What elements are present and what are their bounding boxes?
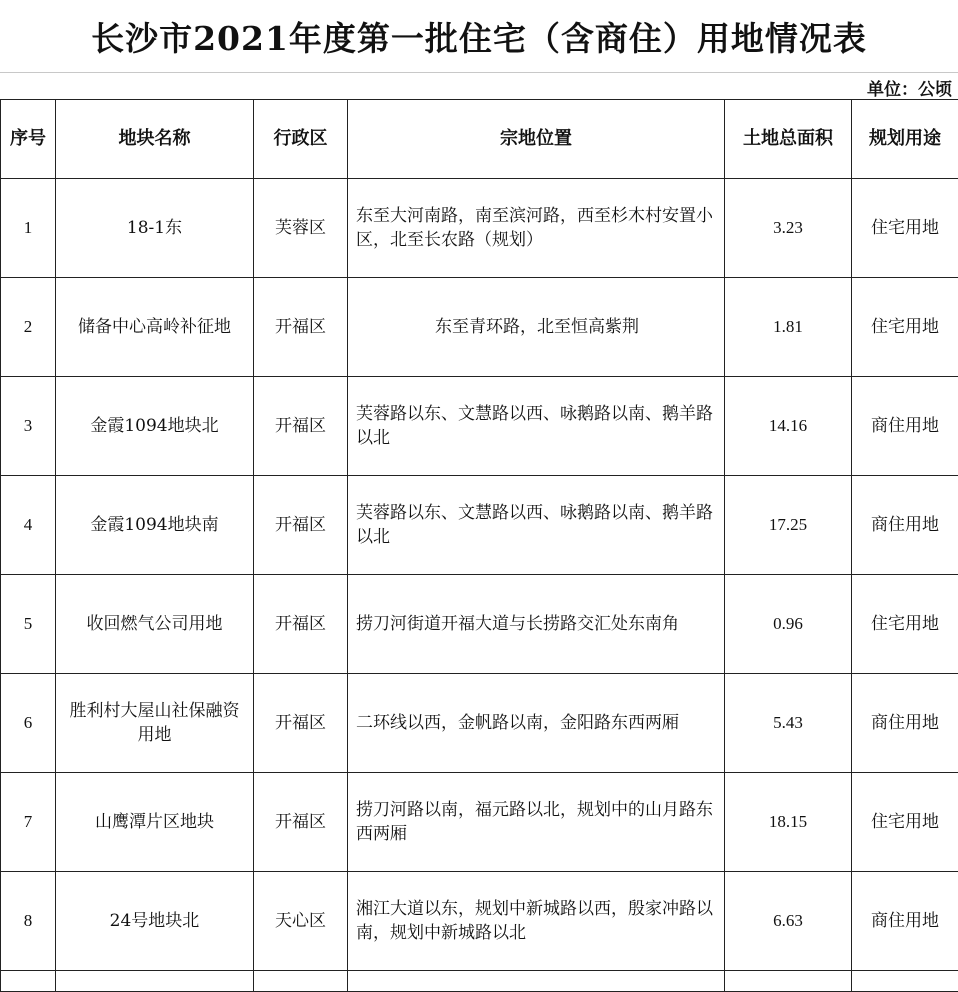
cell-area: 5.43 (725, 674, 852, 773)
header-name: 地块名称 (56, 100, 254, 179)
cell-district: 开福区 (254, 278, 348, 377)
cell-name: 金霞1094地块北 (56, 377, 254, 476)
table-row (1, 575, 958, 674)
cell-empty (725, 971, 852, 992)
cell-usage: 住宅用地 (852, 179, 958, 278)
cell-location: 捞刀河路以南，福元路以北，规划中的山月路东西两厢 (348, 773, 725, 872)
header-index: 序号 (1, 100, 56, 179)
cell-usage: 商住用地 (852, 872, 958, 971)
cell-empty (1, 971, 56, 992)
table-row (1, 377, 958, 476)
land-table (0, 99, 958, 992)
cell-area: 3.23 (725, 179, 852, 278)
cell-empty (348, 971, 725, 992)
table-row-partial (1, 971, 958, 992)
cell-district: 开福区 (254, 377, 348, 476)
table-row (1, 674, 958, 773)
cell-area: 17.25 (725, 476, 852, 575)
cell-district: 开福区 (254, 773, 348, 872)
cell-usage: 住宅用地 (852, 773, 958, 872)
cell-area: 6.63 (725, 872, 852, 971)
cell-location: 东至大河南路，南至滨河路，西至杉木村安置小区，北至长农路（规划） (348, 179, 725, 278)
table-row (1, 872, 958, 971)
cell-empty (56, 971, 254, 992)
cell-name: 24号地块北 (56, 872, 254, 971)
cell-index: 5 (1, 575, 56, 674)
table-row (1, 179, 958, 278)
cell-district: 天心区 (254, 872, 348, 971)
cell-empty (254, 971, 348, 992)
cell-name: 金霞1094地块南 (56, 476, 254, 575)
cell-district: 开福区 (254, 674, 348, 773)
cell-location: 芙蓉路以东、文慧路以西、咏鹅路以南、鹅羊路以北 (348, 377, 725, 476)
cell-name: 收回燃气公司用地 (56, 575, 254, 674)
unit-label: 单位：公顷 (867, 75, 952, 100)
cell-district: 开福区 (254, 476, 348, 575)
header-district: 行政区 (254, 100, 348, 179)
cell-index: 3 (1, 377, 56, 476)
cell-location: 东至青环路，北至恒高紫荆 (348, 278, 725, 377)
header-area: 土地总面积 (725, 100, 852, 179)
cell-district: 开福区 (254, 575, 348, 674)
cell-index: 7 (1, 773, 56, 872)
cell-district: 芙蓉区 (254, 179, 348, 278)
cell-location: 湘江大道以东，规划中新城路以西，殷家冲路以南，规划中新城路以北 (348, 872, 725, 971)
cell-name: 胜利村大屋山社保融资用地 (56, 674, 254, 773)
header-usage: 规划用途 (852, 100, 958, 179)
cell-area: 1.81 (725, 278, 852, 377)
cell-area: 18.15 (725, 773, 852, 872)
unit-row (0, 72, 958, 100)
cell-usage: 住宅用地 (852, 575, 958, 674)
cell-name: 18-1东 (56, 179, 254, 278)
header-row (1, 100, 958, 179)
cell-usage: 住宅用地 (852, 278, 958, 377)
cell-location: 捞刀河街道开福大道与长捞路交汇处东南角 (348, 575, 725, 674)
cell-area: 0.96 (725, 575, 852, 674)
cell-index: 4 (1, 476, 56, 575)
page-title: 长沙市2021年度第一批住宅（含商住）用地情况表 (0, 0, 958, 72)
cell-usage: 商住用地 (852, 674, 958, 773)
cell-name: 山鹰潭片区地块 (56, 773, 254, 872)
cell-location: 二环线以西，金帆路以南，金阳路东西两厢 (348, 674, 725, 773)
cell-index: 2 (1, 278, 56, 377)
cell-usage: 商住用地 (852, 377, 958, 476)
cell-usage: 商住用地 (852, 476, 958, 575)
cell-index: 6 (1, 674, 56, 773)
header-location: 宗地位置 (348, 100, 725, 179)
cell-index: 1 (1, 179, 56, 278)
cell-name: 储备中心高岭补征地 (56, 278, 254, 377)
cell-index: 8 (1, 872, 56, 971)
table-row (1, 278, 958, 377)
cell-location: 芙蓉路以东、文慧路以西、咏鹅路以南、鹅羊路以北 (348, 476, 725, 575)
cell-area: 14.16 (725, 377, 852, 476)
table-row (1, 773, 958, 872)
cell-empty (852, 971, 958, 992)
table-row (1, 476, 958, 575)
